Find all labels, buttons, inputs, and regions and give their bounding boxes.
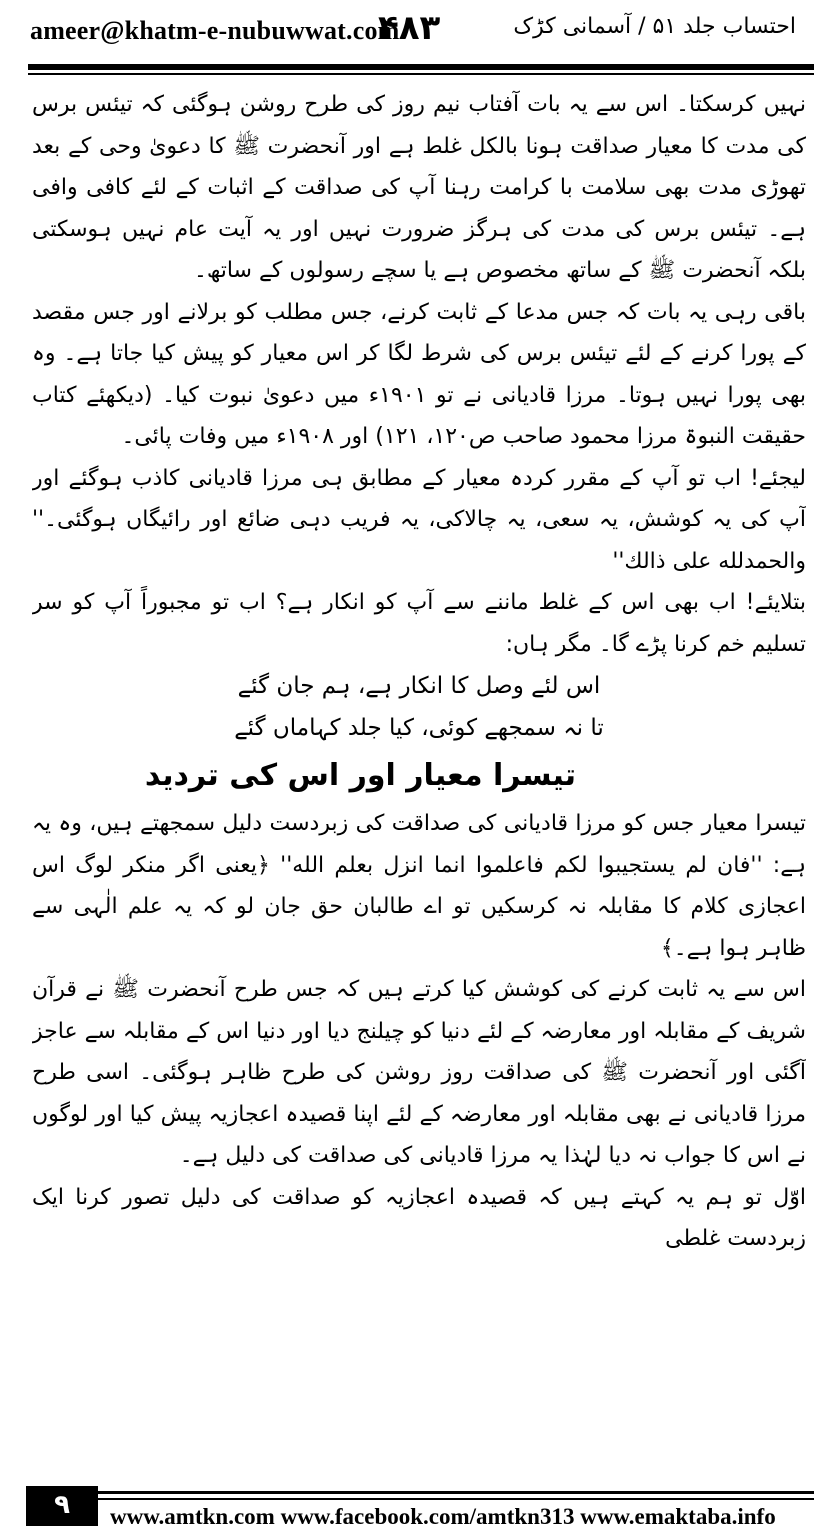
paragraph-6: اس سے یہ ثابت کرنے کی کوشش کیا کرتے ہیں کہ جس طرح آنحضرت ﷺ نے قرآن شریف کے مقابلہ اور معارضہ کے لئے دنیا کو چیلنج دیا اور دنیا اس کے مقابلہ سے عاجز آگئی اور آنحضرت ﷺ کی صداقت روز روشن کی طرح ظاہر ہوگئی۔ اسی طرح مرزا قادیانی نے بھی مقابلہ اور معارضہ کے لئے اپنا قصیدہ اعجازیہ پیش کیا اور لوگوں نے اس کا جواب نہ دیا لہٰذا یہ مرزا قادیانی کی صداقت کی دلیل ہے۔ xyxy=(32,977,806,1168)
paragraph-1: نہیں کرسکتا۔ اس سے یہ بات آفتاب نیم روز کی طرح روشن ہوگئی کہ تیئس برس کی مدت کا معیار صداقت ہونا بالکل غلط ہے اور آنحضرت ﷺ کا دعویٰ وحی کے بعد تھوڑی مدت بھی سلامت با کرامت رہنا آپ کی صداقت کے اثبات کے لئے کافی وافی ہے۔ تیئس برس کی مدت کی ہرگز ضرورت نہیں اور یہ آیت عام نہیں ہوسکتی بلکہ آنحضرت ﷺ کے ساتھ مخصوص ہے یا سچے رسولوں کے ساتھ۔ xyxy=(32,92,806,283)
footer-rule-thin xyxy=(98,1498,814,1500)
paragraph-3: لیجئے! اب تو آپ کے مقرر کردہ معیار کے مطابق ہی مرزا قادیانی کاذب ہوگئے اور آپ کی یہ کوشش، یہ سعی، یہ چالاکی، یہ فریب دہی ضائع اور رائیگاں ہوگئی۔'' والحمدلله علی ذالك'' xyxy=(32,465,806,574)
page-body xyxy=(32,84,806,1470)
paragraph-7: اوّل تو ہم یہ کہتے ہیں کہ قصیدہ اعجازیہ کو صداقت کی دلیل تصور کرنا ایک زبردست غلطی xyxy=(32,1184,806,1251)
header-rule-thin xyxy=(28,73,814,75)
footer-page-number: ۹ xyxy=(26,1486,98,1526)
header-title: احتساب جلد ۵۱ / آسمانی کڑک xyxy=(513,14,796,39)
poem-line-2: تا نہ سمجھے کوئی، کیا جلد کہاماں گئے xyxy=(234,715,604,741)
page-header xyxy=(0,0,840,66)
paragraph-4: بتلایئے! اب بھی اس کے غلط ماننے سے آپ کو انکار ہے؟ اب تو مجبوراً آپ کو سر تسلیم خم کرنا پڑے گا۔ مگر ہاں: xyxy=(32,590,806,657)
poem-line-1: اس لئے وصل کا انکار ہے، ہم جان گئے xyxy=(237,673,601,699)
header-rule-thick xyxy=(28,64,814,70)
paragraph-5: تیسرا معیار جس کو مرزا قادیانی کی صداقت کی زبردست دلیل سمجھتے ہیں، وہ یہ ہے: ''فان لم یستجیبوا لکم فاعلموا انما انزل بعلم الله'' ﴿یعنی اگر منکر لوگ اس اعجازی کلام کا مقابلہ نہ کرسکیں تو اے طالبان حق جان لو کہ یہ علم الٰہی سے ظاہر ہوا ہے۔﴾ xyxy=(32,811,806,961)
footer-rule xyxy=(98,1491,814,1494)
paragraph-2: باقی رہی یہ بات کہ جس مدعا کے ثابت کرنے، جس مطلب کو برلانے اور جس مقصد کے پورا کرنے کے لئے تیئس برس کی شرط لگا کر اس معیار کو پیش کیا جاتا ہے۔ وہ بھی پورا نہیں ہوتا۔ مرزا قادیانی نے تو ۱۹۰۱ء میں دعویٰ نبوت کیا۔ (دیکھئے کتاب حقیقت النبوۃ مرزا محمود صاحب ص۱۲۰، ۱۲۱) اور ۱۹۰۸ء میں وفات پائی۔ xyxy=(32,299,806,449)
footer-links[interactable]: www.amtkn.com www.facebook.com/amtkn313 www.emaktaba.info xyxy=(110,1504,776,1529)
page-footer xyxy=(0,1486,840,1540)
section-heading: تیسرا معیار اور اس کی تردید xyxy=(144,758,576,793)
header-email: ameer@khatm-e-nubuwwat.com xyxy=(30,16,400,45)
header-page-number: ۴۸۳ xyxy=(378,8,441,48)
